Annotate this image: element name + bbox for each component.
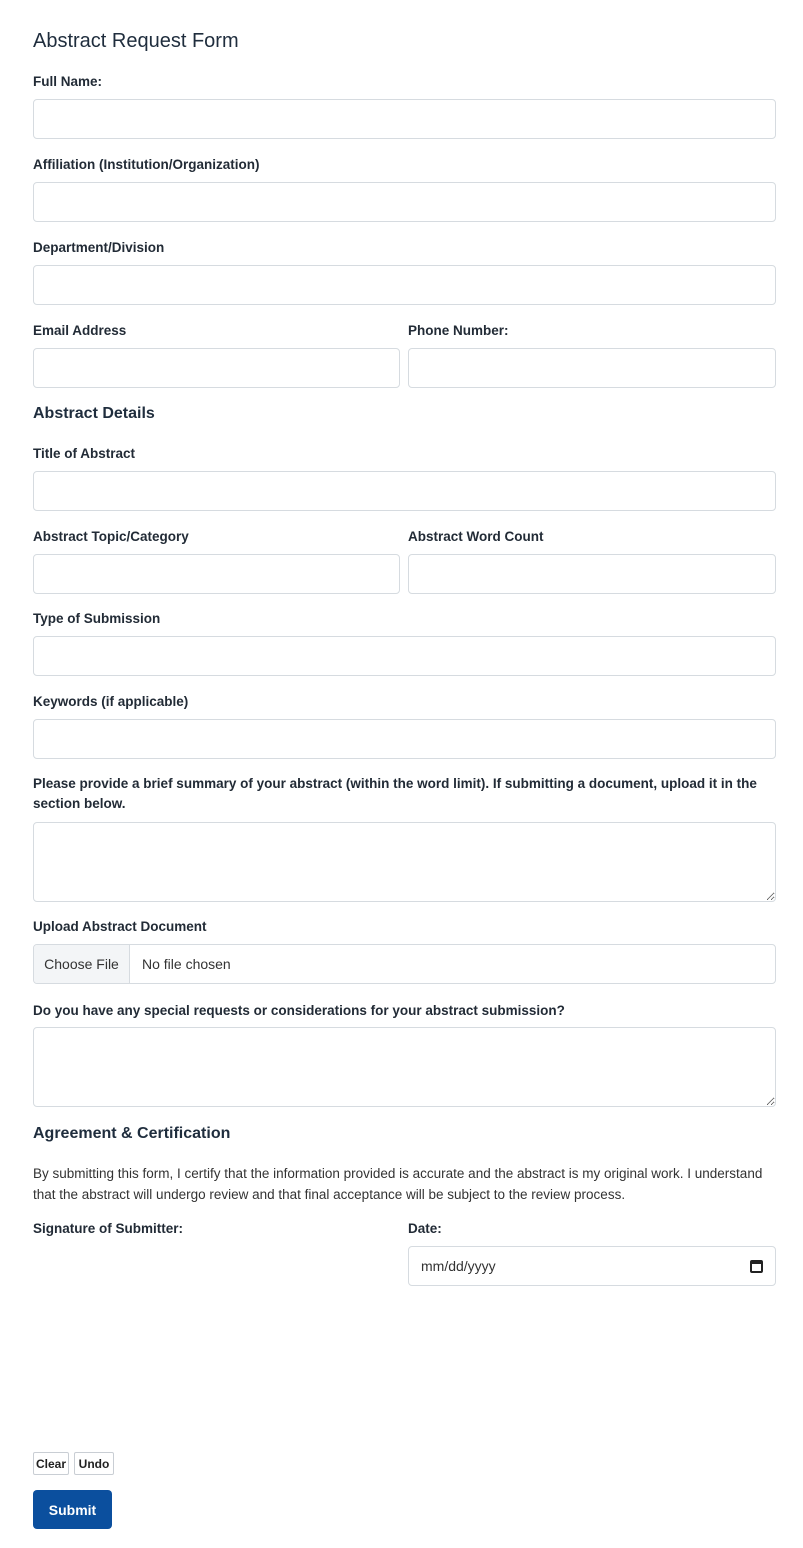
topic-input[interactable]	[33, 554, 400, 594]
calendar-icon[interactable]	[750, 1260, 763, 1273]
upload-label: Upload Abstract Document	[33, 919, 207, 934]
special-requests-label: Do you have any special requests or considerations for your abstract submission?	[33, 1003, 565, 1018]
signature-label: Signature of Submitter:	[33, 1221, 184, 1236]
undo-signature-button[interactable]: Undo	[74, 1452, 114, 1475]
special-requests-textarea[interactable]	[33, 1027, 776, 1107]
date-placeholder: mm/dd/yyyy	[421, 1258, 496, 1274]
date-input[interactable]	[408, 1246, 776, 1286]
submission-type-input[interactable]	[33, 636, 776, 676]
abstract-details-heading: Abstract Details	[33, 405, 155, 422]
full-name-label: Full Name:	[33, 74, 103, 89]
file-upload-input[interactable]	[33, 944, 776, 984]
abstract-title-input[interactable]	[33, 471, 776, 511]
department-label: Department/Division	[33, 240, 165, 255]
clear-signature-button[interactable]: Clear	[33, 1452, 69, 1475]
page-title: Abstract Request Form	[33, 30, 239, 52]
submit-button[interactable]: Submit	[33, 1490, 112, 1529]
signature-pad[interactable]	[33, 1246, 400, 1436]
phone-label: Phone Number:	[408, 323, 509, 338]
agreement-text: By submitting this form, I certify that the information provided is accurate and the abstract is my original work. I understand that the abstract will undergo review and that final acceptance will be subject to the review process.	[33, 1166, 763, 1202]
summary-label: Please provide a brief summary of your abstract (within the word limit). If submitting a document, upload it in the section below.	[33, 776, 757, 811]
department-input[interactable]	[33, 265, 776, 305]
summary-textarea[interactable]	[33, 822, 776, 902]
keywords-label: Keywords (if applicable)	[33, 694, 189, 709]
agreement-heading: Agreement & Certification	[33, 1125, 231, 1142]
phone-input[interactable]	[408, 348, 776, 388]
affiliation-label: Affiliation (Institution/Organization)	[33, 157, 260, 172]
email-input[interactable]	[33, 348, 400, 388]
word-count-label: Abstract Word Count	[408, 529, 544, 544]
submission-type-label: Type of Submission	[33, 611, 161, 626]
abstract-title-label: Title of Abstract	[33, 446, 136, 461]
file-status-text: No file chosen	[142, 956, 231, 972]
date-label: Date:	[408, 1221, 442, 1236]
full-name-input[interactable]	[33, 99, 776, 139]
affiliation-input[interactable]	[33, 182, 776, 222]
topic-label: Abstract Topic/Category	[33, 529, 189, 544]
word-count-input[interactable]	[408, 554, 776, 594]
keywords-input[interactable]	[33, 719, 776, 759]
email-label: Email Address	[33, 323, 127, 338]
choose-file-button[interactable]: Choose File	[34, 945, 130, 983]
